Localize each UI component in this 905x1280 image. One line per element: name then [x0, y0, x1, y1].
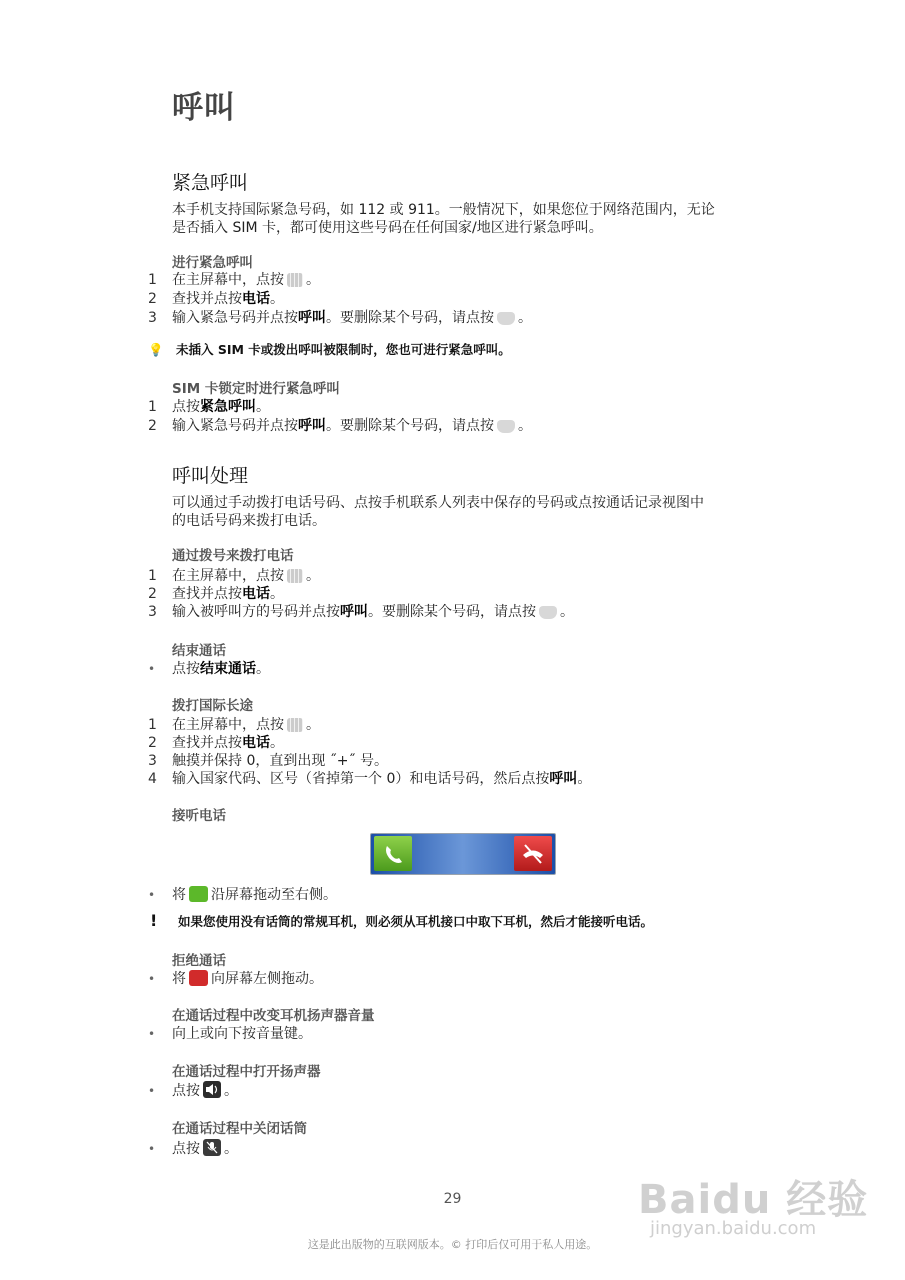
step-text: 。 — [518, 310, 532, 326]
step-bold: 电话 — [242, 735, 270, 751]
red-hang-up-icon — [189, 970, 208, 986]
step-text: 。 — [270, 586, 284, 602]
subheading-mute: 在通话过程中关闭话筒 — [172, 1121, 307, 1137]
step-text: 将 — [172, 887, 186, 903]
subheading-volume: 在通话过程中改变耳机扬声器音量 — [172, 1008, 375, 1024]
step-text: 查找并点按 — [172, 291, 242, 307]
step-text: 沿屏幕拖动至右侧。 — [211, 887, 337, 903]
bullet-dot: • — [148, 1027, 156, 1041]
step-number: 4 — [148, 771, 157, 787]
bullet-dot: • — [148, 888, 156, 902]
emergency-paragraph — [172, 201, 762, 237]
paragraph-line: 是否插入 SIM 卡，都可使用这些号码在任何国家/地区进行紧急呼叫。 — [172, 220, 603, 236]
step-item — [148, 734, 284, 752]
step-item — [148, 417, 532, 435]
backspace-icon — [497, 420, 515, 433]
step-bold: 呼叫 — [340, 604, 368, 620]
phone-icon — [374, 836, 412, 871]
subheading-dial: 通过拨号来拨打电话 — [172, 548, 294, 564]
step-text: 。 — [306, 717, 320, 733]
bullet-item — [148, 1025, 312, 1043]
footer-note: 这是此出版物的互联网版本。© 打印后仅可用于私人用途。 — [307, 1238, 598, 1251]
hang-up-icon — [514, 836, 552, 871]
app-grid-icon — [287, 273, 303, 287]
step-number: 2 — [148, 418, 157, 434]
step-item — [148, 398, 270, 416]
step-text: 输入紧急号码并点按 — [172, 310, 298, 326]
step-text: 。要删除某个号码，请点按 — [326, 310, 494, 326]
step-text: 触摸并保持 0，直到出现 ˝+˝ 号。 — [172, 753, 388, 769]
step-item — [148, 603, 574, 621]
answer-call-handle — [374, 836, 412, 871]
step-item — [148, 309, 532, 327]
step-item — [148, 752, 388, 770]
section-heading-call-handling: 呼叫处理 — [172, 465, 249, 487]
step-text: 查找并点按 — [172, 586, 242, 602]
bullet-item — [148, 970, 323, 988]
watermark-url: jingyan.baidu.com — [650, 1218, 817, 1239]
section-heading-emergency: 紧急呼叫 — [172, 172, 249, 194]
step-number: 2 — [148, 291, 157, 307]
bullet-item — [148, 1139, 238, 1158]
subheading-answer: 接听电话 — [172, 808, 226, 824]
step-text: 向屏幕左侧拖动。 — [211, 971, 323, 987]
decline-call-handle — [514, 836, 552, 871]
step-number: 3 — [148, 310, 157, 326]
bullet-dot: • — [148, 1142, 156, 1156]
step-text: 在主屏幕中，点按 — [172, 568, 284, 584]
page-title: 呼叫 — [172, 90, 236, 126]
step-text: 点按 — [172, 1083, 200, 1099]
baidu-watermark-logo: Baidu 经验 — [638, 1177, 869, 1223]
step-text: 。 — [256, 661, 270, 677]
subheading-speaker: 在通话过程中打开扬声器 — [172, 1064, 321, 1080]
step-text: 点按 — [172, 1141, 200, 1157]
backspace-icon — [539, 606, 557, 619]
step-number: 3 — [148, 753, 157, 769]
step-item — [148, 585, 284, 603]
warning-icon: ! — [150, 911, 158, 930]
bullet-dot: • — [148, 1084, 156, 1098]
step-number: 2 — [148, 586, 157, 602]
step-item — [148, 770, 591, 788]
step-number: 2 — [148, 735, 157, 751]
paragraph-line: 本手机支持国际紧急号码，如 112 或 911。一般情况下，如果您位于网络范围内，无论 — [172, 202, 715, 218]
subheading-make-emergency-call: 进行紧急呼叫 — [172, 255, 253, 271]
step-bold: 电话 — [242, 291, 270, 307]
step-number: 1 — [148, 272, 157, 288]
step-text: 向上或向下按音量键。 — [172, 1026, 312, 1042]
step-text: 点按 — [172, 399, 200, 415]
app-grid-icon — [287, 718, 303, 732]
bullet-dot: • — [148, 662, 156, 676]
step-text: 。 — [256, 399, 270, 415]
step-text: 输入国家代码、区号（省掉第一个 0）和电话号码，然后点按 — [172, 771, 550, 787]
step-item — [148, 567, 320, 585]
step-text: 。 — [270, 735, 284, 751]
step-bold: 呼叫 — [298, 310, 326, 326]
subheading-international: 拨打国际长途 — [172, 698, 253, 714]
step-text: 。 — [224, 1083, 238, 1099]
step-text: 。 — [306, 568, 320, 584]
step-text: 。 — [560, 604, 574, 620]
subheading-end-call: 结束通话 — [172, 643, 226, 659]
step-text: 输入紧急号码并点按 — [172, 418, 298, 434]
bullet-item — [148, 886, 337, 904]
step-bold: 呼叫 — [298, 418, 326, 434]
warning-note — [148, 911, 653, 930]
step-text: 将 — [172, 971, 186, 987]
step-item — [148, 716, 320, 734]
step-number: 1 — [148, 717, 157, 733]
subheading-sim-locked: SIM 卡锁定时进行紧急呼叫 — [172, 381, 340, 397]
app-grid-icon — [287, 569, 303, 583]
step-number: 1 — [148, 568, 157, 584]
step-bold: 电话 — [242, 586, 270, 602]
step-text: 在主屏幕中，点按 — [172, 272, 284, 288]
step-text: 。 — [270, 291, 284, 307]
step-text: 。 — [224, 1141, 238, 1157]
step-text: 。 — [577, 771, 592, 787]
bullet-item — [148, 1081, 238, 1100]
step-item — [148, 290, 284, 308]
step-bold: 呼叫 — [549, 771, 578, 787]
step-text: 。要删除某个号码，请点按 — [326, 418, 494, 434]
step-bold: 紧急呼叫 — [200, 399, 256, 415]
step-text: 点按 — [172, 661, 200, 677]
paragraph-line: 的电话号码来拨打电话。 — [172, 513, 326, 529]
mute-microphone-icon — [203, 1139, 221, 1156]
step-text: 在主屏幕中，点按 — [172, 717, 284, 733]
step-text: 。要删除某个号码，请点按 — [368, 604, 536, 620]
backspace-icon — [497, 312, 515, 325]
answer-call-slider-image — [370, 833, 556, 875]
step-item — [148, 271, 320, 289]
warning-text: 如果您使用没有话筒的常规耳机，则必须从耳机接口中取下耳机，然后才能接听电话。 — [178, 914, 654, 929]
subheading-reject: 拒绝通话 — [172, 953, 226, 969]
call-handling-paragraph — [172, 494, 762, 530]
step-number: 3 — [148, 604, 157, 620]
step-bold: 结束通话 — [200, 661, 256, 677]
step-text: 输入被呼叫方的号码并点按 — [172, 604, 340, 620]
paragraph-line: 可以通过手动拨打电话号码、点按手机联系人列表中保存的号码或点按通话记录视图中 — [172, 495, 704, 511]
page-number: 29 — [443, 1191, 462, 1207]
step-text: 。 — [518, 418, 532, 434]
step-text: 查找并点按 — [172, 735, 242, 751]
step-text: 。 — [306, 272, 320, 288]
tip-text: 未插入 SIM 卡或拨出呼叫被限制时，您也可进行紧急呼叫。 — [176, 342, 511, 357]
lightbulb-icon: 💡 — [148, 342, 164, 357]
speaker-icon — [203, 1081, 221, 1098]
bullet-dot: • — [148, 972, 156, 986]
bullet-item — [148, 660, 270, 678]
step-number: 1 — [148, 399, 157, 415]
tip-note — [148, 340, 511, 358]
green-phone-icon — [189, 886, 208, 902]
